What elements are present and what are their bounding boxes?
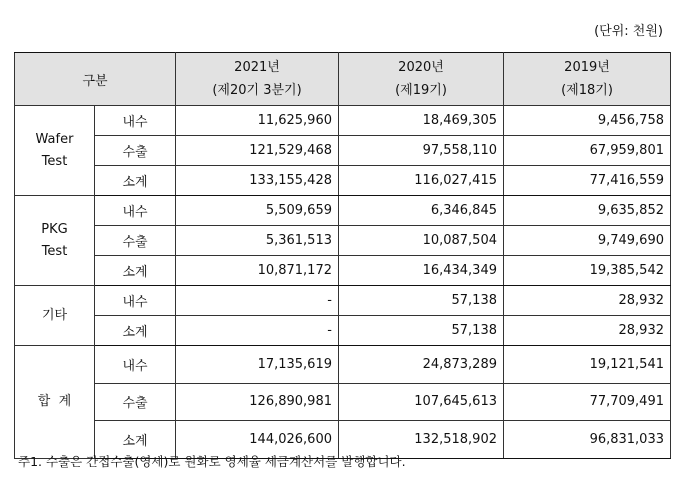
- value-cell: 132,518,902: [339, 421, 504, 459]
- year-label: 2019년: [564, 60, 610, 75]
- value-cell: -: [176, 286, 339, 316]
- row-type-label: 수출: [95, 383, 176, 421]
- year-label: 2020년: [398, 60, 444, 75]
- value-cell: 9,749,690: [504, 226, 671, 256]
- value-cell: 67,959,801: [504, 136, 671, 166]
- header-row: [15, 53, 671, 106]
- group-label-line: Wafer: [35, 131, 74, 147]
- group-other: [15, 286, 95, 346]
- value-cell: 57,138: [339, 286, 504, 316]
- group-pkg-test: [15, 196, 95, 286]
- sales-table: [14, 52, 671, 459]
- group-label-line: PKG: [41, 221, 68, 237]
- value-cell: 97,558,110: [339, 136, 504, 166]
- value-cell: 116,027,415: [339, 166, 504, 196]
- period-label: (제20기 3분기): [212, 83, 302, 98]
- row-type-label: 내수: [95, 196, 176, 226]
- row-type-label: 소계: [95, 256, 176, 286]
- value-cell: 77,709,491: [504, 383, 671, 421]
- value-cell: 10,087,504: [339, 226, 504, 256]
- group-label-line: Test: [41, 153, 68, 169]
- value-cell: 16,434,349: [339, 256, 504, 286]
- value-cell: 10,871,172: [176, 256, 339, 286]
- value-cell: 107,645,613: [339, 383, 504, 421]
- value-cell: 133,155,428: [176, 166, 339, 196]
- value-cell: 24,873,289: [339, 346, 504, 384]
- row-type-label: 소계: [95, 316, 176, 346]
- group-wafer-test: [15, 106, 95, 196]
- table-row: [15, 286, 671, 316]
- value-cell: 17,135,619: [176, 346, 339, 384]
- table-row: [15, 346, 671, 384]
- value-cell: 11,625,960: [176, 106, 339, 136]
- row-type-label: 내수: [95, 346, 176, 384]
- period-label: (제18기): [561, 83, 613, 98]
- value-cell: 96,831,033: [504, 421, 671, 459]
- value-cell: 28,932: [504, 286, 671, 316]
- table-row: [15, 383, 671, 421]
- value-cell: 5,361,513: [176, 226, 339, 256]
- row-type-label: 내수: [95, 106, 176, 136]
- row-type-label: 소계: [95, 421, 176, 459]
- value-cell: 9,456,758: [504, 106, 671, 136]
- year-label: 2021년: [234, 60, 280, 75]
- table-row: [15, 136, 671, 166]
- value-cell: 5,509,659: [176, 196, 339, 226]
- value-cell: 57,138: [339, 316, 504, 346]
- value-cell: 18,469,305: [339, 106, 504, 136]
- value-cell: 19,385,542: [504, 256, 671, 286]
- table-row: [15, 106, 671, 136]
- year-header-2020: [339, 53, 504, 106]
- row-type-label: 내수: [95, 286, 176, 316]
- table-row: [15, 316, 671, 346]
- year-header-2021: [176, 53, 339, 106]
- value-cell: 28,932: [504, 316, 671, 346]
- value-cell: 77,416,559: [504, 166, 671, 196]
- period-label: (제19기): [395, 83, 447, 98]
- group-label-line: 기타: [41, 307, 68, 323]
- value-cell: 9,635,852: [504, 196, 671, 226]
- unit-label: (단위: 천원): [594, 24, 663, 39]
- table-row: [15, 226, 671, 256]
- table-row: [15, 256, 671, 286]
- value-cell: 19,121,541: [504, 346, 671, 384]
- table-row: [15, 166, 671, 196]
- value-cell: 121,529,468: [176, 136, 339, 166]
- value-cell: 6,346,845: [339, 196, 504, 226]
- row-type-label: 소계: [95, 166, 176, 196]
- row-type-label: 수출: [95, 226, 176, 256]
- footnote: 주1. 수출은 간접수출(영세)로 원화로 영세율 세금계산서를 발행합니다.: [18, 454, 406, 469]
- year-header-2019: [504, 53, 671, 106]
- category-header: 구분: [15, 53, 176, 106]
- row-type-label: 수출: [95, 136, 176, 166]
- group-total: [15, 346, 95, 459]
- group-label-line: Test: [41, 243, 68, 259]
- group-label-line: 합 계: [37, 394, 72, 409]
- value-cell: 126,890,981: [176, 383, 339, 421]
- value-cell: 144,026,600: [176, 421, 339, 459]
- value-cell: -: [176, 316, 339, 346]
- table-row: [15, 196, 671, 226]
